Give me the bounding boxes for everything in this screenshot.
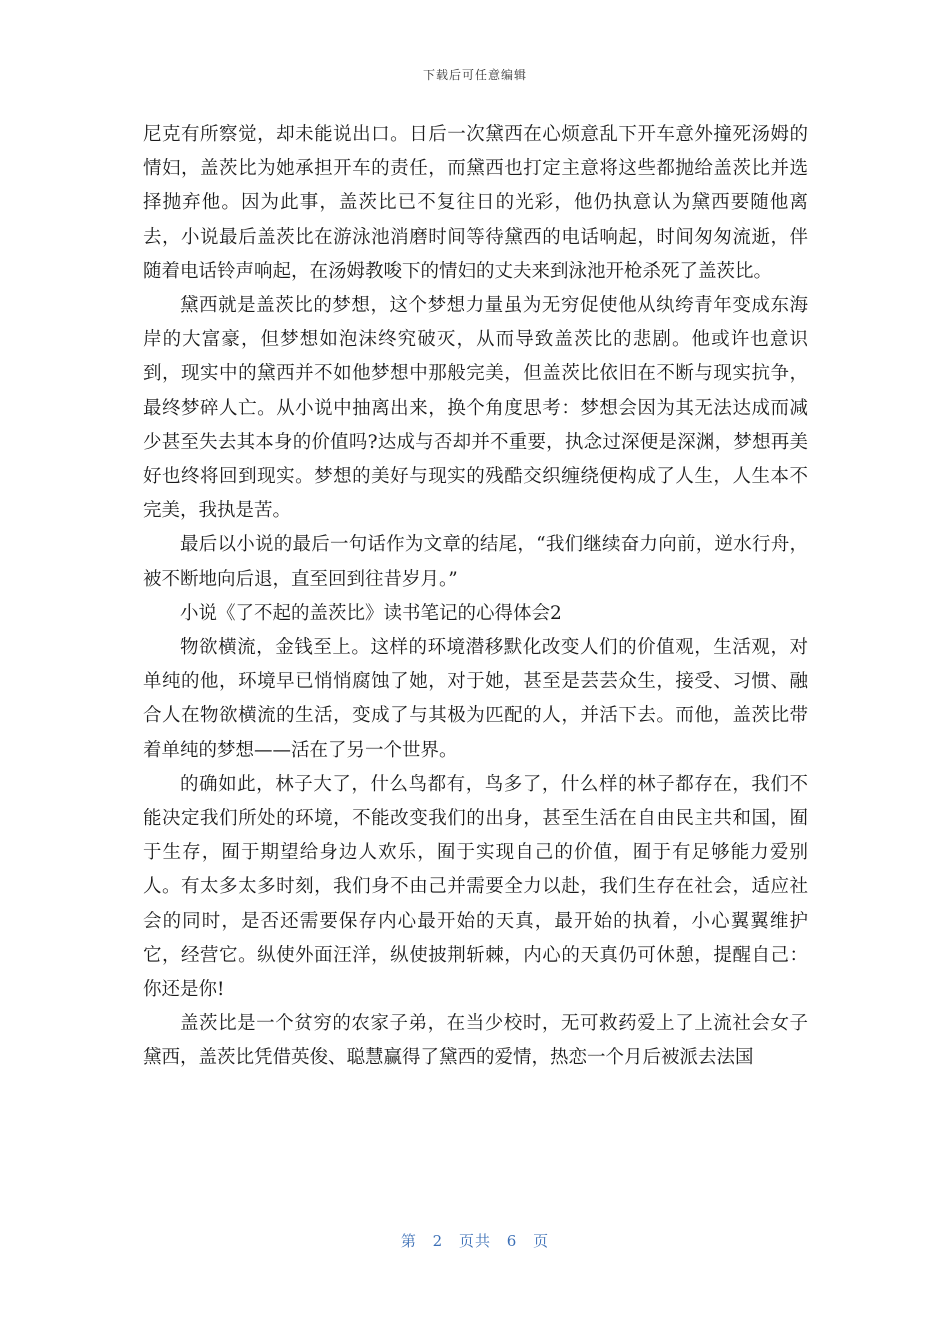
paragraph-1: 尼克有所察觉，却未能说出口。日后一次黛西在心烦意乱下开车意外撞死汤姆的情妇，盖茨比为她承担开车的责任，而黛西也打定主意将这些都抛给盖茨比并选择抛弃他。因为此事，盖茨比已不复往日的光彩，他仍执意认为黛西要随他离去，小说最后盖茨比在游泳池消磨时间等待黛西的电话响起，时间匆匆流逝，伴随着电话铃声响起，在汤姆教唆下的情妇的丈夫来到泳池开枪杀死了盖茨比。	[143, 124, 808, 282]
paragraph-5: 的确如此，林子大了，什么鸟都有，鸟多了，什么样的林子都存在，我们不能决定我们所处的环境，不能改变我们的出身，甚至生活在自由民主共和国，囿于生存，囿于期望给身边人欢乐，囿于实现自己的价值，囿于有足够能力爱别人。有太多太多时刻，我们身不由己并需要全力以赴，我们生存在社会，适应社会的同时，是否还需要保存内心最开始的天真，最开始的执着，小心翼翼维护它，经营它。纵使外面汪洋，纵使披荆斩棘，内心的天真仍可休憩，提醒自己：你还是你!	[143, 773, 808, 1001]
page-number-footer: 第 2 页共 6 页	[400, 1232, 550, 1250]
paragraph-2: 黛西就是盖茨比的梦想，这个梦想力量虽为无穷促使他从纨绔青年变成东海岸的大富豪，但梦想如泡沫终究破灭，从而导致盖茨比的悲剧。他或许也意识到，现实中的黛西并不如他梦想中那般完美，但盖茨比依旧在不断与现实抗争，最终梦碎人亡。从小说中抽离出来，换个角度思考：梦想会因为其无法达成而减少甚至失去其本身的价值吗?达成与否却并不重要，执念过深便是深渊，梦想再美好也终将回到现实。梦想的美好与现实的残酷交织缠绕便构成了人生，人生本不完美，我执是苦。	[143, 295, 808, 522]
paragraph-3: 最后以小说的最后一句话作为文章的结尾，“我们继续奋力向前，逆水行舟，被不断地向后退，直至回到往昔岁月。”	[143, 534, 808, 590]
page-header: 下载后可任意编辑	[422, 68, 527, 82]
paragraph-6: 盖茨比是一个贫穷的农家子弟，在当少校时，无可救药爱上了上流社会女子黛西，盖茨比凭借英俊、聪慧赢得了黛西的爱情，热恋一个月后被派去法国	[143, 1013, 808, 1069]
paragraph-4: 物欲横流，金钱至上。这样的环境潜移默化改变人们的价值观，生活观，对单纯的他，环境早已悄悄腐蚀了她，对于她，甚至是芸芸众生，接受、习惯、融合人在物欲横流的生活，变成了与其极为匹配的人，并活下去。而他，盖茨比带着单纯的梦想——活在了另一个世界。	[143, 637, 808, 761]
section-title: 小说《了不起的盖茨比》读书笔记的心得体会2	[180, 602, 562, 624]
document-body	[143, 118, 808, 1076]
